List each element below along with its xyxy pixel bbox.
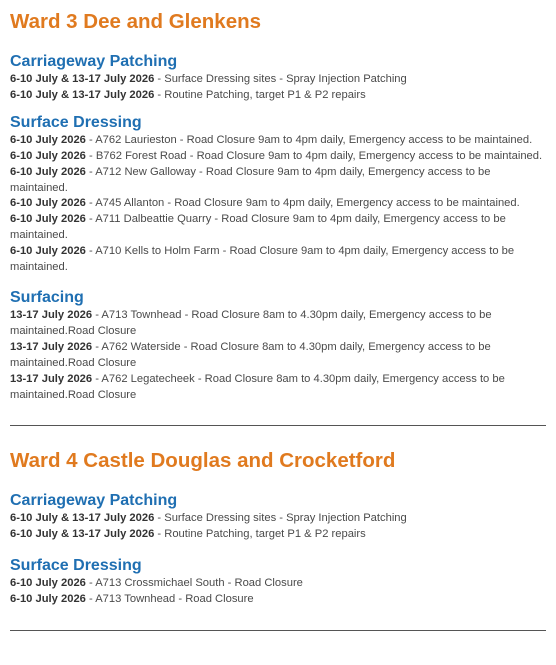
- entry-text: - Surface Dressing sites - Spray Injection Patching: [154, 512, 407, 525]
- list-item: [10, 212, 546, 244]
- list-item: [10, 244, 546, 276]
- entry-text: - B762 Forest Road - Road Closure 9am to 4pm daily, Emergency access to be maintained.: [85, 149, 543, 162]
- list-item: [10, 72, 546, 88]
- list-item: [10, 149, 546, 165]
- ward-4-title: Ward 4 Castle Douglas and Crocketford: [10, 449, 396, 473]
- entry-text: - A762 Legatecheek - Road Closure 8am to 4.30pm daily, Emergency access to be maintained.Road Closure: [10, 372, 505, 401]
- entry-text: - A711 Dalbeattie Quarry - Road Closure 9am to 4pm daily, Emergency access to be maintained.: [10, 213, 506, 242]
- entry-text: - Routine Patching, target P1 & P2 repairs: [154, 88, 366, 101]
- ward-3-carriageway-patching-title: Carriageway Patching: [10, 53, 178, 70]
- ward-4-carriageway-patching-title: Carriageway Patching: [10, 492, 178, 510]
- list-item: [10, 88, 546, 104]
- entry-date: 6-10 July 2026: [10, 213, 86, 226]
- ward-3-surfacing-title: Surfacing: [10, 288, 84, 306]
- list-item: [10, 308, 546, 340]
- list-item: [10, 511, 546, 527]
- entry-text: - A745 Allanton - Road Closure 9am to 4pm daily, Emergency access to be maintained.: [85, 197, 520, 210]
- entry-date: 6-10 July & 13-17 July 2026: [10, 512, 155, 525]
- list-item: [10, 527, 546, 543]
- list-item: [10, 165, 546, 197]
- entry-date: 6-10 July 2026: [10, 133, 86, 146]
- roadworks-page: [0, 9, 556, 631]
- list-item: [10, 133, 546, 149]
- entry-text: - Surface Dressing sites - Spray Injection Patching: [154, 73, 407, 85]
- ward-4-surface-dressing-title: Surface Dressing: [10, 557, 142, 575]
- entry-date: 6-10 July 2026: [10, 197, 86, 210]
- ward-3-title: Ward 3 Dee and Glenkens: [10, 10, 262, 33]
- entry-date: 13-17 July 2026: [10, 308, 93, 321]
- ward-divider: [10, 425, 546, 426]
- entry-text: - A713 Townhead - Road Closure 8am to 4.30pm daily, Emergency access to be maintained.Road Closure: [10, 308, 492, 337]
- list-item: [10, 576, 546, 592]
- entry-date: 6-10 July & 13-17 July 2026: [10, 88, 155, 101]
- entry-date: 13-17 July 2026: [10, 372, 93, 385]
- entry-date: 6-10 July & 13-17 July 2026: [10, 528, 155, 541]
- entry-date: 6-10 July 2026: [10, 245, 86, 258]
- entry-date: 6-10 July 2026: [10, 593, 86, 606]
- entry-date: 6-10 July 2026: [10, 577, 86, 590]
- list-item: [10, 372, 546, 404]
- entry-text: - A713 Crossmichael South - Road Closure: [85, 577, 303, 590]
- entry-date: 6-10 July 2026: [10, 149, 86, 162]
- entry-text: - A762 Laurieston - Road Closure 9am to 4pm daily, Emergency access to be maintained.: [85, 133, 533, 146]
- entry-text: - A712 New Galloway - Road Closure 9am to 4pm daily, Emergency access to be maintained.: [10, 165, 491, 194]
- list-item: [10, 340, 546, 372]
- entry-text: - A710 Kells to Holm Farm - Road Closure 9am to 4pm daily, Emergency access to be maintained.: [10, 245, 515, 274]
- list-item: [10, 592, 546, 608]
- entry-text: - A762 Waterside - Road Closure 8am to 4.30pm daily, Emergency access to be maintained.Road Closure: [10, 340, 491, 369]
- ward-divider: [10, 630, 546, 631]
- entry-date: 6-10 July 2026: [10, 165, 86, 178]
- ward-3-surface-dressing-title: Surface Dressing: [10, 113, 142, 131]
- entry-text: - A713 Townhead - Road Closure: [85, 593, 254, 606]
- entry-date: 6-10 July & 13-17 July 2026: [10, 73, 155, 85]
- entry-date: 13-17 July 2026: [10, 340, 93, 353]
- list-item: [10, 196, 546, 212]
- entry-text: - Routine Patching, target P1 & P2 repairs: [154, 528, 366, 541]
